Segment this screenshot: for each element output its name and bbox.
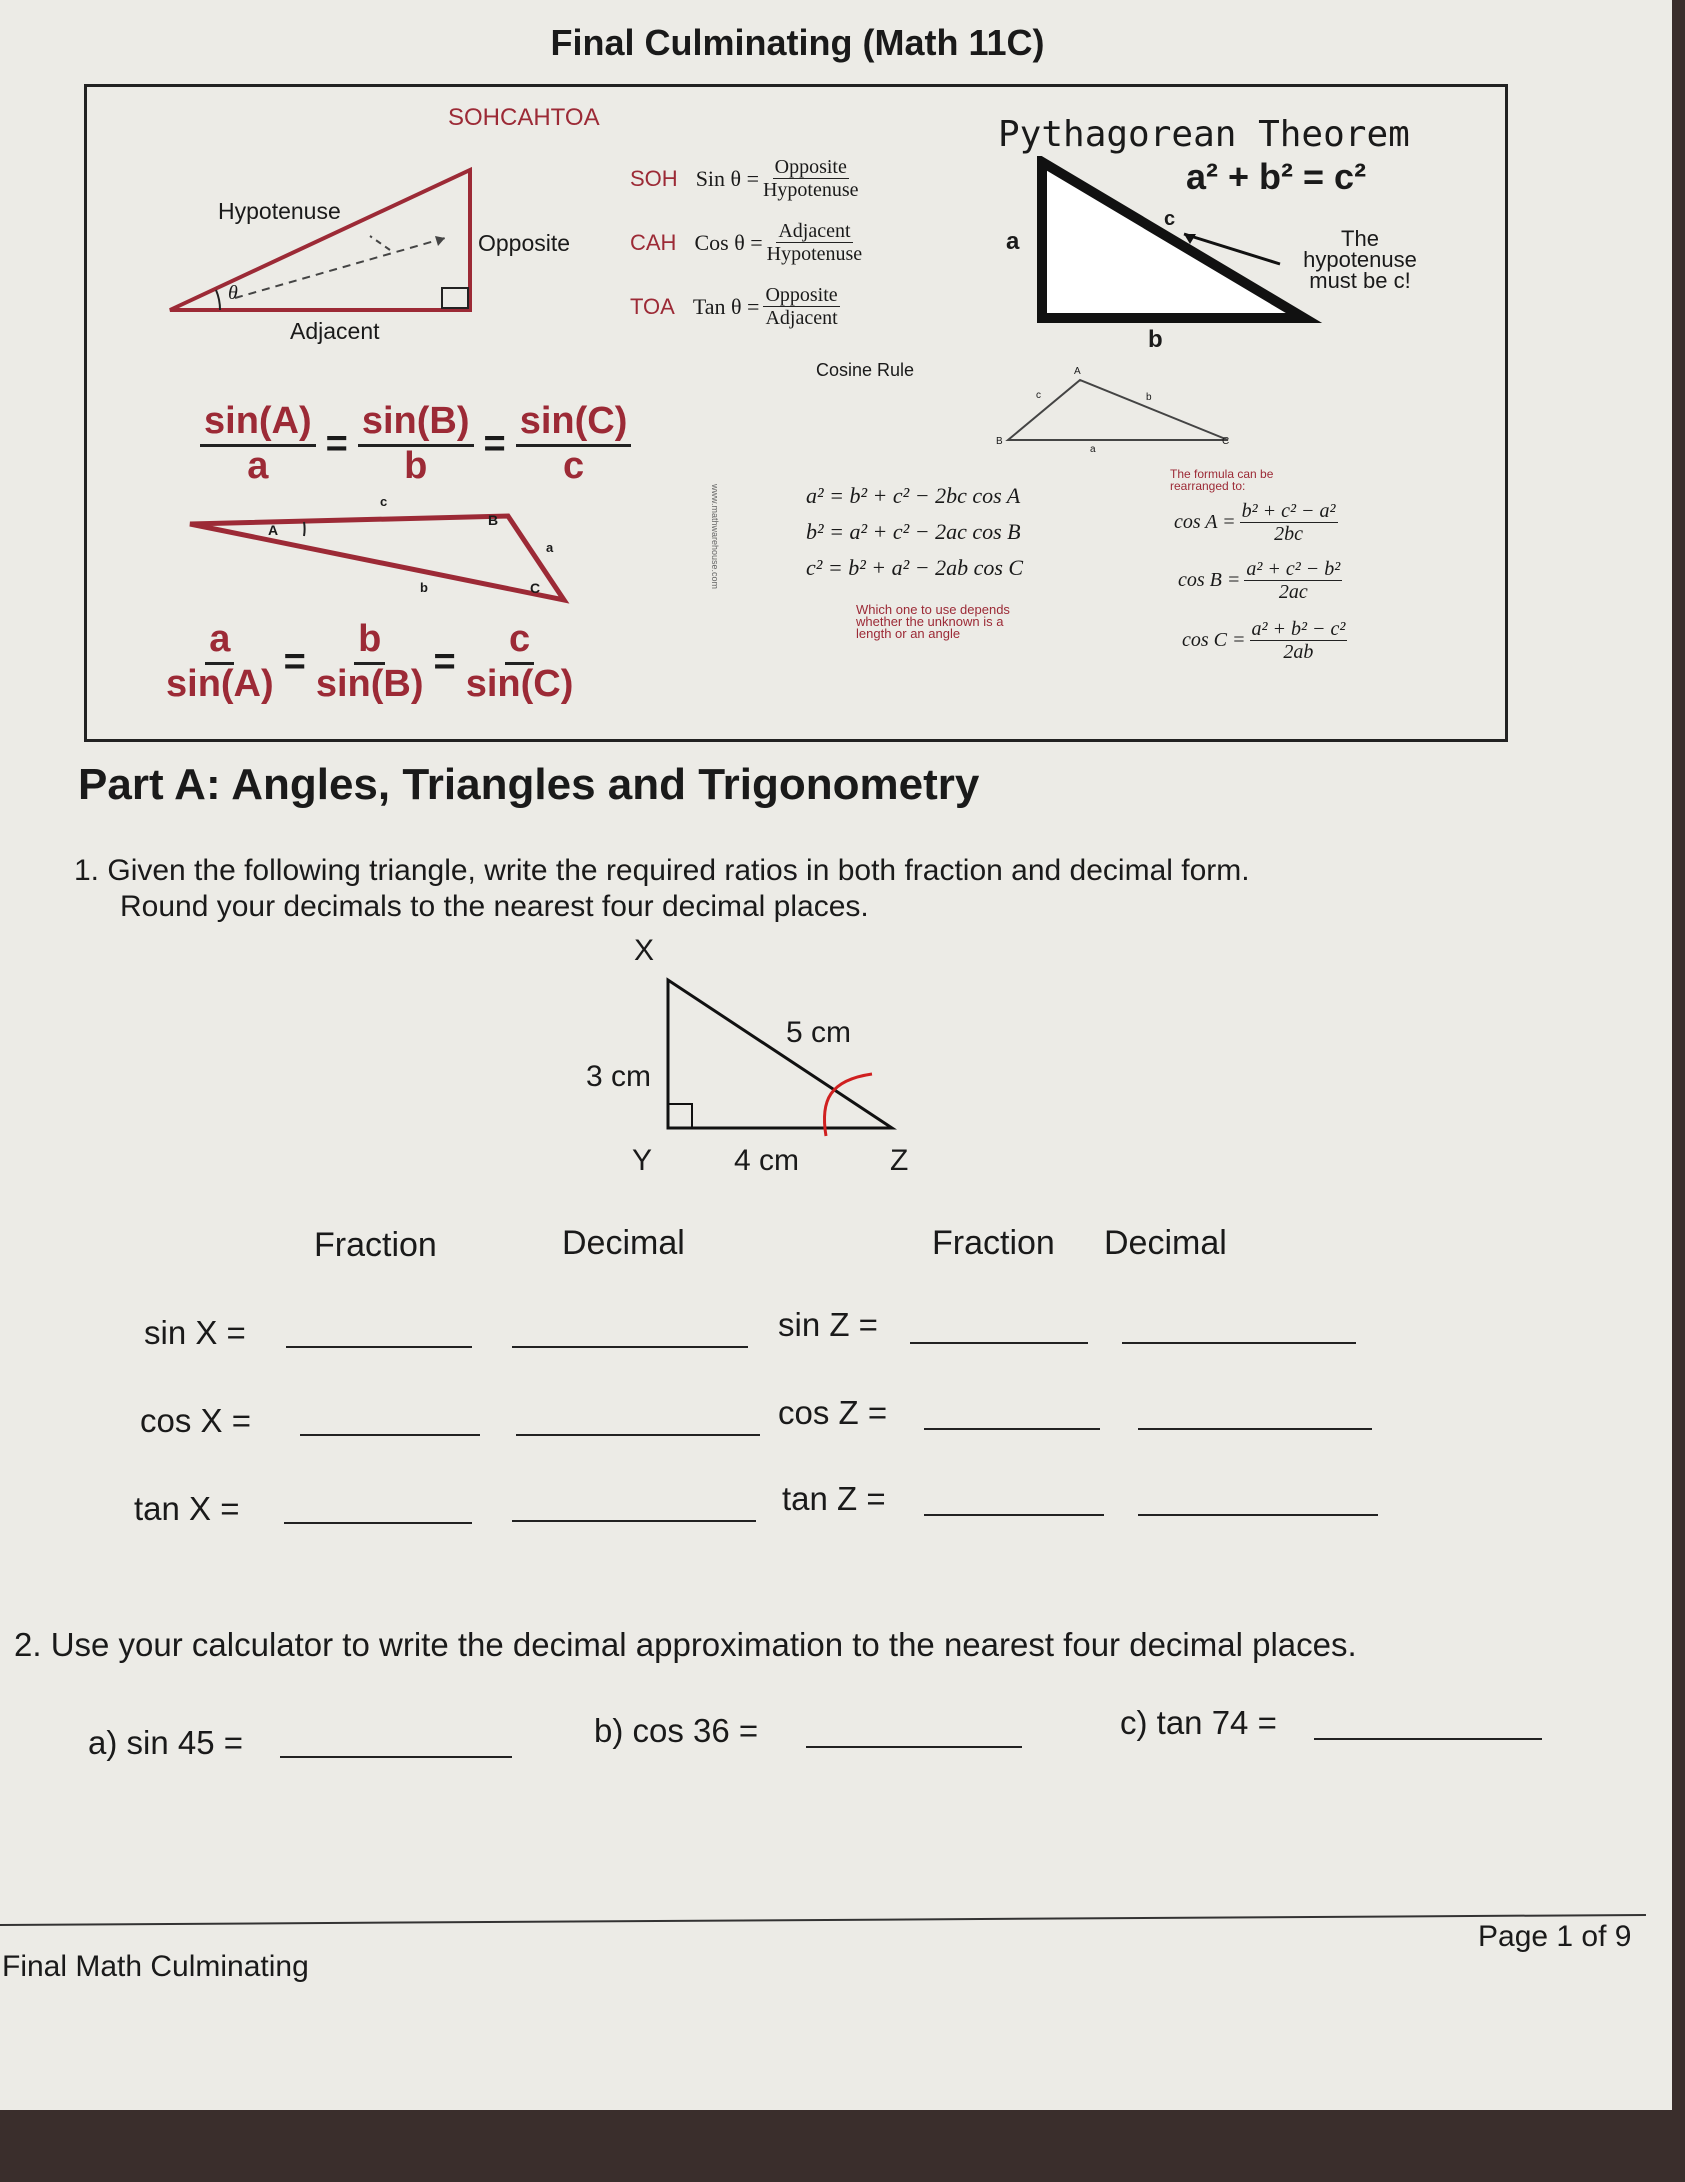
side-xy-label: 3 cm [586, 1060, 652, 1093]
cos-angle-a: A [1074, 366, 1081, 377]
cos-b-formula: cos B = $\frac{\text{a² + c² − b²}}{2ac}$ [1178, 558, 1341, 603]
tan-z-fraction-blank[interactable] [924, 1512, 1104, 1516]
sin-z-fraction-blank[interactable] [910, 1340, 1088, 1344]
sine-law-ratios: $\frac{\sin(A)}{a}$ = $\frac{\sin(B)}{b}$ = $\frac{\sin(C)}{c}$ [200, 402, 631, 487]
sohcahtoa-title: SOHCAHTOA [448, 104, 600, 131]
cos-angle-c: C [1222, 436, 1230, 447]
opposite-label: Opposite [478, 230, 571, 256]
question-2-text: 2. Use your calculator to write the decimal approximation to the nearest four decimal places. [14, 1626, 1357, 1663]
sine-angle-b: B [488, 512, 499, 528]
q2c-blank[interactable] [1314, 1736, 1542, 1740]
pyth-b-label: b [1148, 326, 1163, 353]
rearranged-note: The formula can be rearranged to: [1170, 467, 1274, 493]
cos-c-formula: cos C = $\frac{\text{a² + b² − c²}}{2ab}$ [1182, 618, 1346, 663]
cos-z-fraction-blank[interactable] [924, 1426, 1100, 1430]
pythagorean-title: Pythagorean Theorem [998, 114, 1410, 155]
cos-side-b: b [1146, 392, 1152, 403]
tan-x-label: tan X = [134, 1490, 240, 1527]
footer-page-number: Page 1 of 9 [1478, 1920, 1632, 1953]
sin-x-fraction-blank[interactable] [286, 1344, 472, 1348]
footer-left-text: Final Math Culminating [2, 1950, 309, 1983]
q2c-label: c) tan 74 = [1120, 1704, 1277, 1741]
sine-angle-c: C [530, 580, 541, 596]
q2a-blank[interactable] [280, 1754, 512, 1758]
sine-angle-a: A [268, 522, 279, 538]
q2b-label: b) cos 36 = [594, 1712, 759, 1749]
pyth-c-label: c [1164, 208, 1176, 230]
side-yz-label: 4 cm [734, 1144, 800, 1177]
page-title: Final Culminating (Math 11C) [550, 22, 1045, 63]
vertex-z-label: Z [890, 1144, 909, 1177]
adjacent-label: Adjacent [290, 318, 380, 344]
cosine-equations [806, 478, 1023, 586]
cosine-eq-2: b² = a² + c² − 2ac cos B [806, 519, 1021, 544]
tan-z-decimal-blank[interactable] [1138, 1512, 1378, 1516]
cos-side-a: a [1090, 444, 1096, 455]
cos-x-decimal-blank[interactable] [516, 1432, 760, 1436]
cos-side-c: c [1036, 390, 1041, 401]
hypotenuse-label: Hypotenuse [218, 198, 341, 224]
soh-formula: SOH Sin θ = $\frac{\text{Opposite}}{\text{Hypotenuse}}$ [630, 156, 859, 201]
part-a-heading: Part A: Angles, Triangles and Trigonometry [78, 760, 980, 809]
xyz-triangle [640, 970, 900, 1140]
toa-formula: TOA Tan θ = $\frac{\text{Opposite}}{\text{Adjacent}}$ [630, 284, 838, 329]
tan-z-label: tan Z = [782, 1480, 886, 1517]
pythagorean-formula: a² + b² = c² [1186, 156, 1367, 197]
footer-rule [0, 1914, 1646, 1926]
cos-x-label: cos X = [140, 1402, 251, 1439]
sine-side-a: a [546, 540, 554, 555]
tan-x-fraction-blank[interactable] [284, 1520, 472, 1524]
sine-side-c: c [380, 494, 388, 509]
vertex-x-label: X [634, 934, 655, 967]
header-decimal-right: Decimal [1104, 1224, 1227, 1262]
header-fraction-left: Fraction [314, 1226, 437, 1264]
cos-z-label: cos Z = [778, 1394, 888, 1431]
side-xz-label: 5 cm [786, 1016, 852, 1049]
vertex-y-label: Y [632, 1144, 653, 1177]
question-1-line-1: 1. Given the following triangle, write the required ratios in both fraction and decimal form. [74, 854, 1250, 887]
q2b-blank[interactable] [806, 1744, 1022, 1748]
cos-x-fraction-blank[interactable] [300, 1432, 480, 1436]
right-triangle-diagram [160, 160, 490, 320]
question-1-line-2: Round your decimals to the nearest four decimal places. [120, 890, 869, 923]
sine-side-b: b [420, 580, 428, 595]
q2a-label: a) sin 45 = [88, 1724, 244, 1761]
sine-law-triangle [184, 500, 584, 610]
pyth-a-label: a [1006, 228, 1020, 255]
sin-z-decimal-blank[interactable] [1122, 1340, 1356, 1344]
watermark-url: www.mathwarehouse.com [710, 484, 720, 590]
cosine-eq-3: c² = b² + a² − 2ab cos C [806, 555, 1024, 580]
cosine-rule-title: Cosine Rule [816, 360, 915, 380]
sin-x-decimal-blank[interactable] [512, 1344, 748, 1348]
sine-law-sides: $\frac{a}{\sin(A)}$ = $\frac{b}{\sin(B)}$ = $\frac{c}{\sin(C)}$ [166, 618, 574, 705]
pyth-note: The hypotenuse must be c! [1303, 226, 1417, 293]
sin-z-label: sin Z = [778, 1306, 878, 1343]
cos-z-decimal-blank[interactable] [1138, 1426, 1372, 1430]
cah-formula: CAH Cos θ = $\frac{\text{Adjacent}}{\text{Hypotenuse}}$ [630, 220, 863, 265]
header-fraction-right: Fraction [932, 1224, 1055, 1262]
tan-x-decimal-blank[interactable] [512, 1518, 756, 1522]
theta-label: θ [228, 282, 238, 304]
cos-a-formula: cos A = $\frac{\text{b² + c² − a²}}{2bc}$ [1174, 500, 1336, 545]
cosine-rule-triangle [1000, 370, 1240, 450]
cos-angle-b: B [996, 436, 1003, 447]
header-decimal-left: Decimal [562, 1224, 685, 1262]
cosine-which-note: Which one to use depends whether the unknown is a length or an angle [856, 602, 1010, 641]
sin-x-label: sin X = [144, 1314, 246, 1351]
cosine-eq-1: a² = b² + c² − 2bc cos A [806, 483, 1021, 508]
